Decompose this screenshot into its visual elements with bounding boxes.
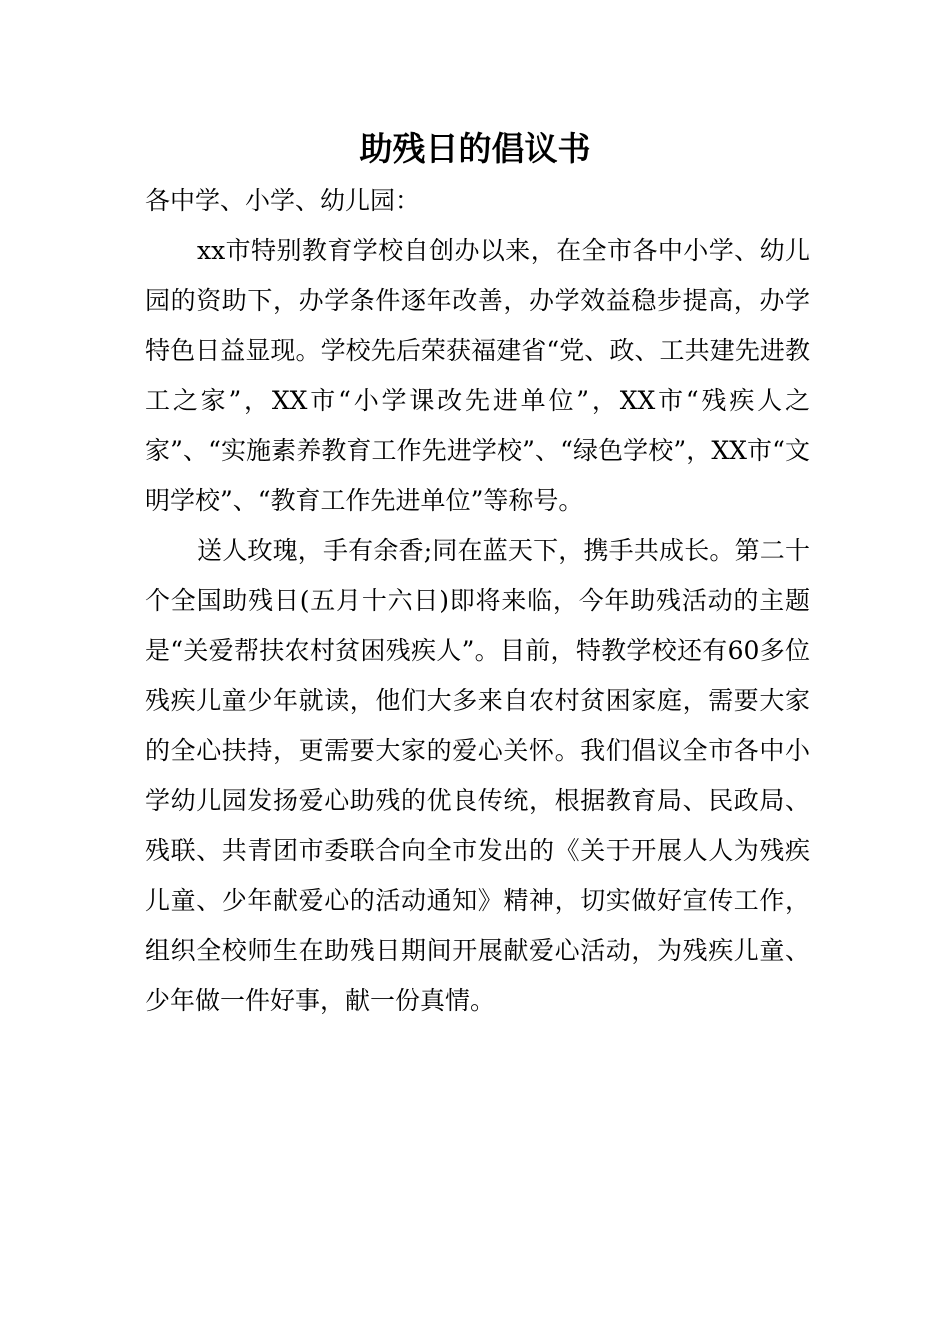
salutation: 各中学、小学、幼儿园： — [145, 186, 421, 215]
document-body — [145, 176, 810, 1026]
paragraph-1: xx市特别教育学校自创办以来，在全市各中小学、幼儿园的资助下，办学条件逐年改善，办学效益稳步提高，办学特色日益显现。学校先后荣获福建省“党、政、工共建先进教工之家”，XX市“小学课改先进单位”，XX市“残疾人之家”、“实施素养教育工作先进学校”、“绿色学校”，XX市“文明学校”、“教育工作先进单位”等称号。 — [145, 236, 810, 515]
paragraph-2: 送人玫瑰，手有余香;同在蓝天下，携手共成长。第二十个全国助残日(五月十六日)即将来临，今年助残活动的主题是“关爱帮扶农村贫困残疾人”。目前，特教学校还有60多位残疾儿童少年就读，他们大多来自农村贫困家庭，需要大家的全心扶持，更需要大家的爱心关怀。我们倡议全市各中小学幼儿园发扬爱心助残的优良传统，根据教育局、民政局、残联、共青团市委联合向全市发出的《关于开展人人为残疾儿童、少年献爱心的活动通知》精神，切实做好宣传工作，组织全校师生在助残日期间开展献爱心活动，为残疾儿童、少年做一件好事，献一份真情。 — [145, 536, 810, 1015]
document-title: 助残日的倡议书 — [359, 129, 591, 168]
